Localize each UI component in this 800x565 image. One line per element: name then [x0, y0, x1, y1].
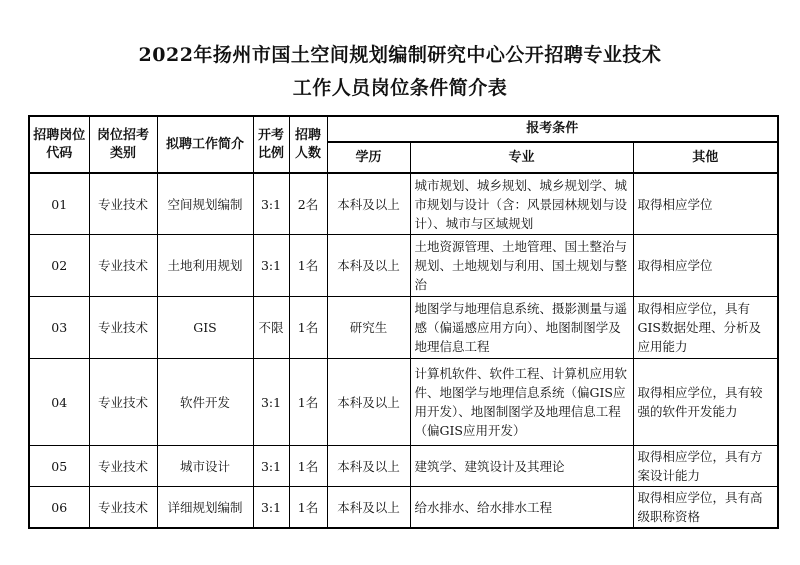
cell-count: 1名: [289, 359, 327, 446]
cell-major: 土地资源管理、土地管理、国土整治与规划、土地规划与利用、国土规划与整治: [410, 235, 633, 297]
cell-major: 建筑学、建筑设计及其理论: [410, 446, 633, 487]
header-major: 专业: [410, 142, 633, 173]
header-count: 招聘人数: [289, 116, 327, 173]
cell-category: 专业技术: [89, 359, 157, 446]
cell-education: 本科及以上: [327, 446, 410, 487]
table-row: [29, 359, 778, 446]
cell-education: 本科及以上: [327, 173, 410, 235]
cell-intro: 土地利用规划: [157, 235, 253, 297]
cell-ratio: 3:1: [253, 359, 289, 446]
cell-count: 2名: [289, 173, 327, 235]
cell-category: 专业技术: [89, 487, 157, 529]
cell-category: 专业技术: [89, 173, 157, 235]
table-row: [29, 487, 778, 529]
cell-category: 专业技术: [89, 297, 157, 359]
table-row: [29, 235, 778, 297]
table-row: [29, 173, 778, 235]
cell-code: 06: [29, 487, 89, 529]
cell-other: 取得相应学位: [633, 173, 778, 235]
cell-other: 取得相应学位，具有GIS数据处理、分析及应用能力: [633, 297, 778, 359]
cell-ratio: 不限: [253, 297, 289, 359]
cell-major: 计算机软件、软件工程、计算机应用软件、地图学与地理信息系统（偏GIS应用开发）、地图制图学及地理信息工程（偏GIS应用开发）: [410, 359, 633, 446]
header-code: 招聘岗位代码: [29, 116, 89, 173]
cell-category: 专业技术: [89, 446, 157, 487]
cell-category: 专业技术: [89, 235, 157, 297]
cell-major: 给水排水、给水排水工程: [410, 487, 633, 529]
cell-ratio: 3:1: [253, 487, 289, 529]
cell-ratio: 3:1: [253, 235, 289, 297]
cell-intro: GIS: [157, 297, 253, 359]
cell-code: 02: [29, 235, 89, 297]
cell-code: 04: [29, 359, 89, 446]
cell-intro: 详细规划编制: [157, 487, 253, 529]
page-title-line-1: 2022年扬州市国土空间规划编制研究中心公开招聘专业技术: [138, 44, 662, 66]
cell-education: 本科及以上: [327, 359, 410, 446]
cell-other: 取得相应学位，具有高级职称资格: [633, 487, 778, 529]
cell-code: 05: [29, 446, 89, 487]
page-title-line-2: 工作人员岗位条件简介表: [292, 77, 508, 99]
header-intro: 拟聘工作简介: [157, 116, 253, 173]
cell-major: 城市规划、城乡规划、城乡规划学、城市规划与设计（含：风景园林规划与设计）、城市与区域规划: [410, 173, 633, 235]
cell-education: 本科及以上: [327, 235, 410, 297]
header-ratio: 开考比例: [253, 116, 289, 173]
header-education: 学历: [327, 142, 410, 173]
cell-ratio: 3:1: [253, 446, 289, 487]
header-other: 其他: [633, 142, 778, 173]
cell-code: 03: [29, 297, 89, 359]
cell-count: 1名: [289, 487, 327, 529]
cell-count: 1名: [289, 297, 327, 359]
cell-intro: 空间规划编制: [157, 173, 253, 235]
recruitment-table: [28, 115, 779, 529]
cell-ratio: 3:1: [253, 173, 289, 235]
cell-major: 地图学与地理信息系统、摄影测量与遥感（偏遥感应用方向）、地图制图学及地理信息工程: [410, 297, 633, 359]
table-row: [29, 297, 778, 359]
cell-other: 取得相应学位，具有方案设计能力: [633, 446, 778, 487]
cell-count: 1名: [289, 235, 327, 297]
cell-intro: 城市设计: [157, 446, 253, 487]
header-requirements: 报考条件: [327, 116, 778, 142]
cell-intro: 软件开发: [157, 359, 253, 446]
header-category: 岗位招考类别: [89, 116, 157, 173]
table-row: [29, 446, 778, 487]
cell-other: 取得相应学位: [633, 235, 778, 297]
cell-code: 01: [29, 173, 89, 235]
cell-education: 本科及以上: [327, 487, 410, 529]
cell-other: 取得相应学位，具有较强的软件开发能力: [633, 359, 778, 446]
cell-count: 1名: [289, 446, 327, 487]
cell-education: 研究生: [327, 297, 410, 359]
